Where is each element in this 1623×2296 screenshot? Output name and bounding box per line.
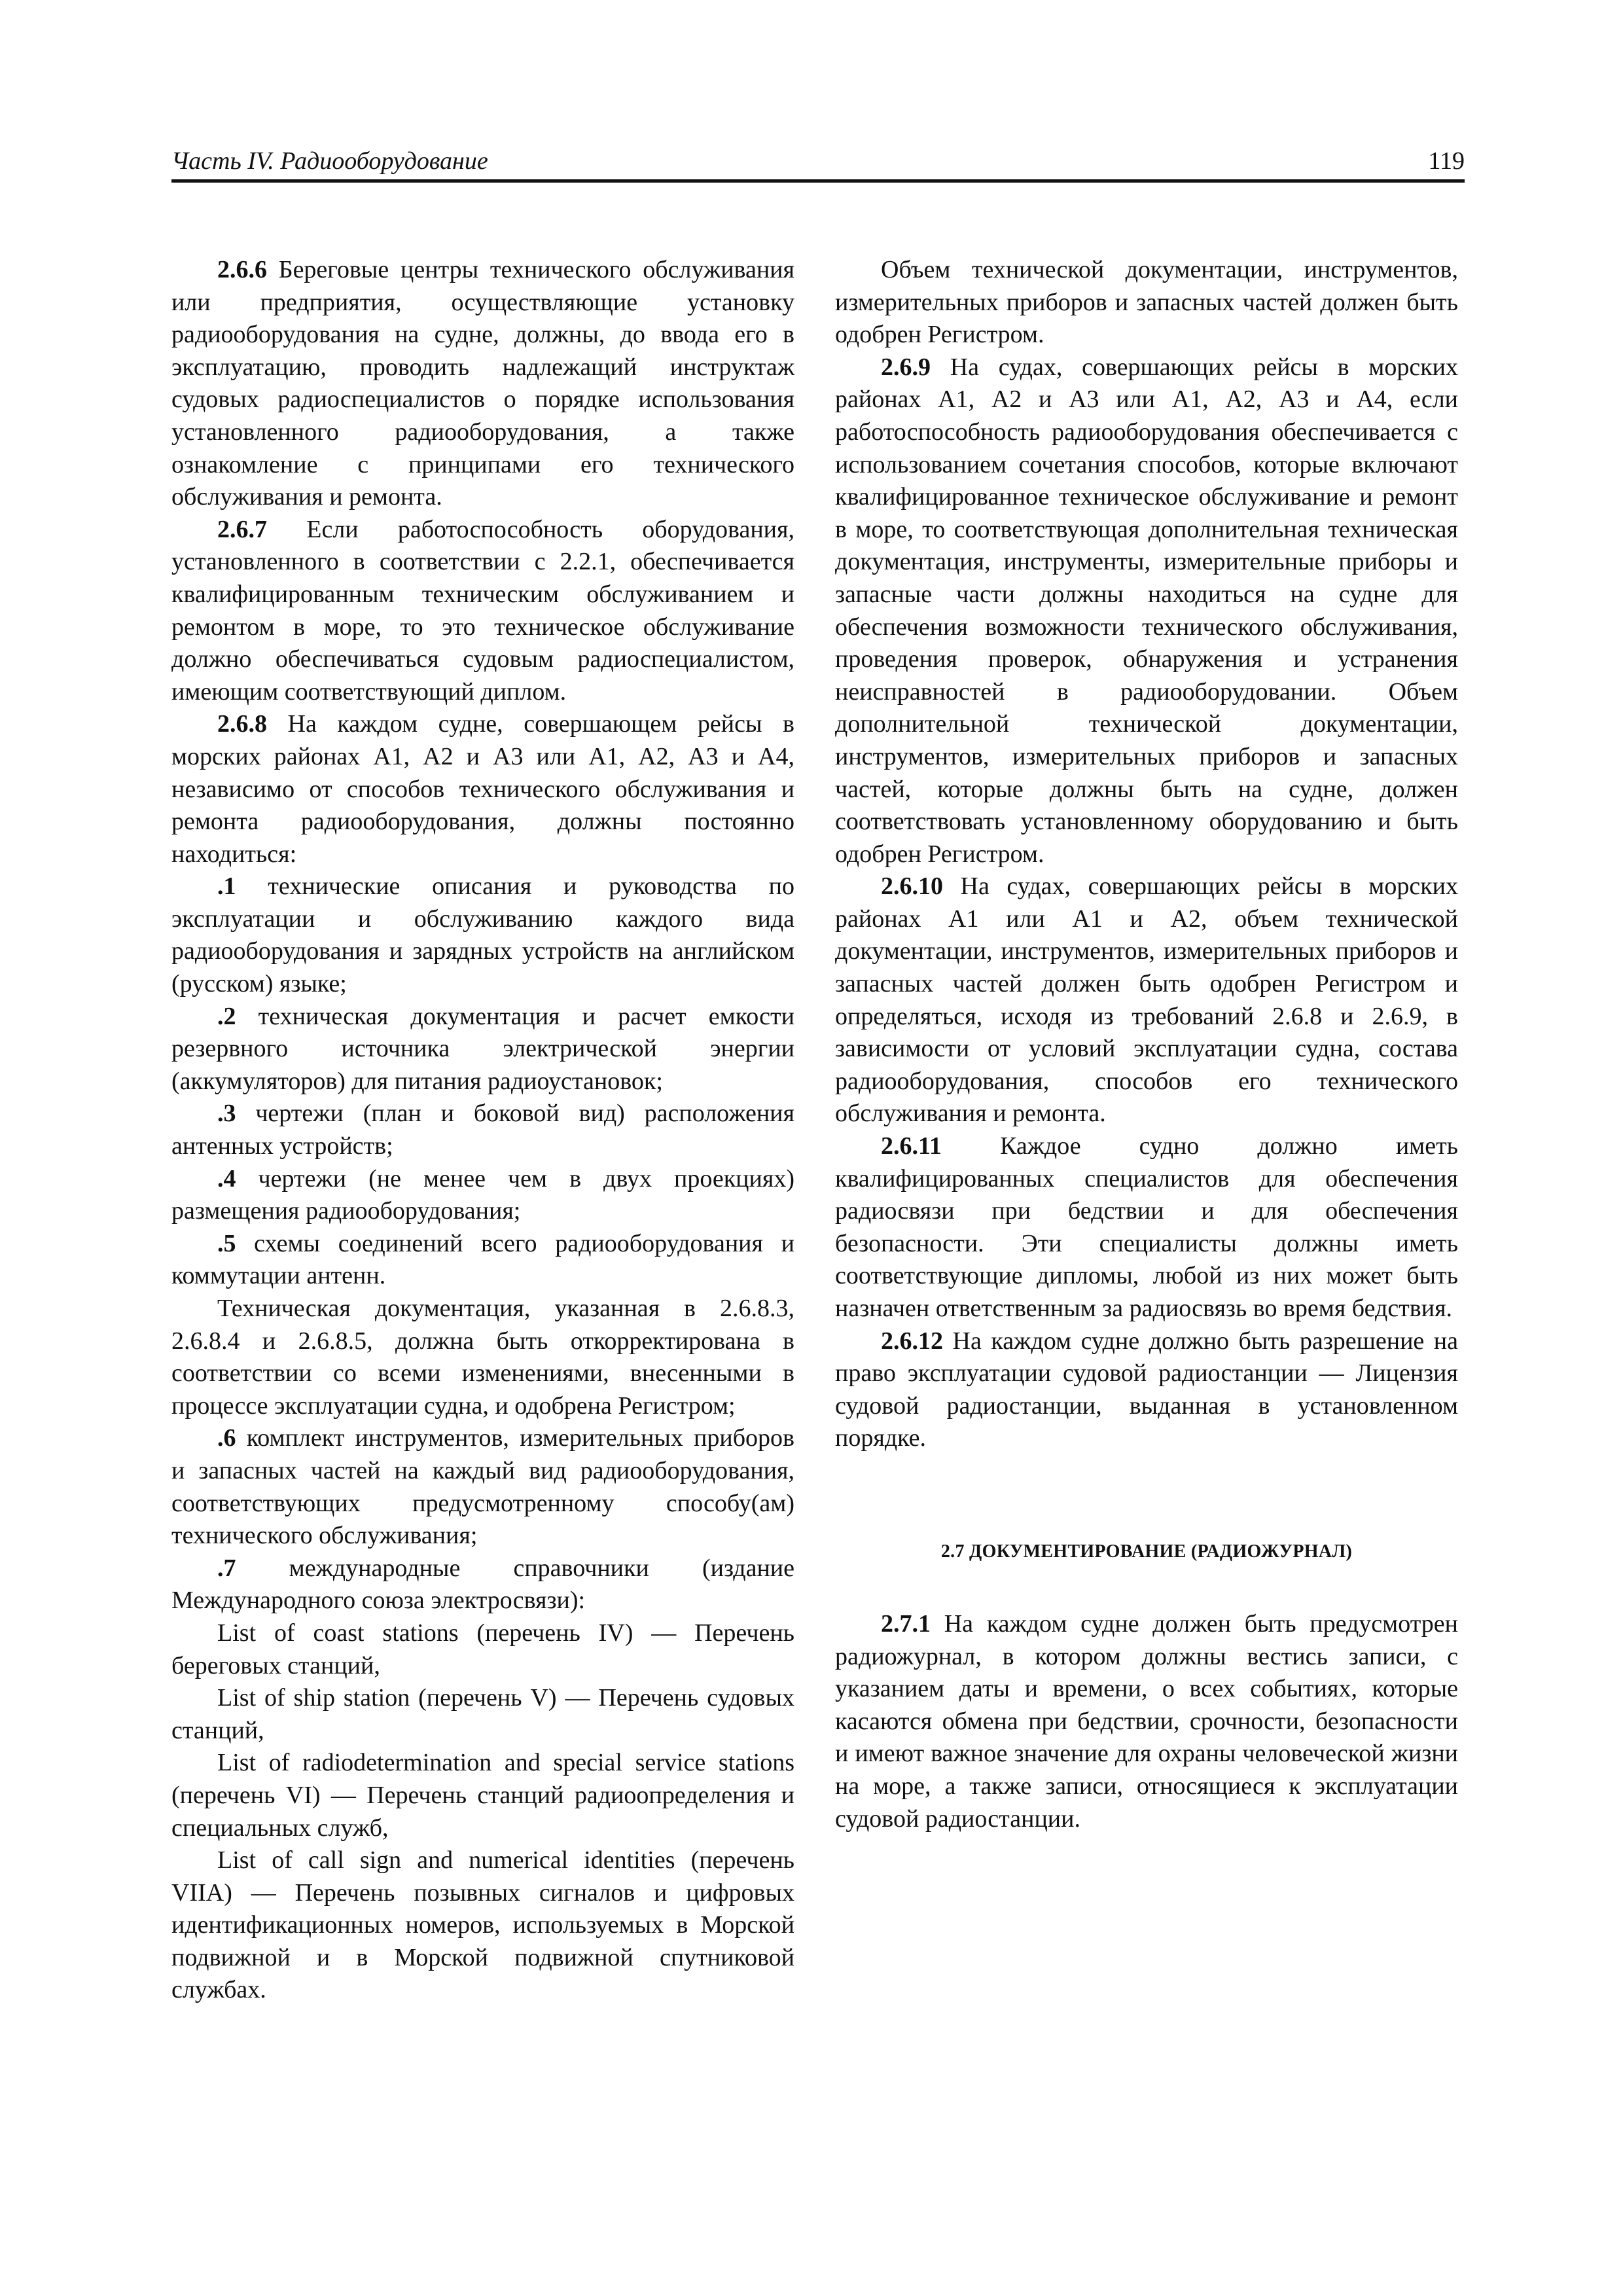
paragraph-text: Если работоспособность оборудования, установленного в соответствии с 2.2.1, обеспечивается квалифицированным техническим обслуживанием и ремонтом в море, то это техническое обслуживание должно обеспечиваться судовым радиоспециалистом, имеющим соответствующий диплом. bbox=[171, 515, 794, 706]
reference-entry bbox=[171, 1617, 794, 1682]
list-item bbox=[171, 1228, 794, 1293]
item-text: международные справочники (издание Международного союза электросвязи): bbox=[171, 1554, 794, 1615]
list-item bbox=[171, 1422, 794, 1552]
paragraph bbox=[171, 1293, 794, 1422]
item-number: .6 bbox=[217, 1424, 236, 1452]
item-text: технические описания и руководства по эксплуатации и обслуживанию каждого вида радиооборудования и зарядных устройств на английском (русском) языке; bbox=[171, 872, 794, 998]
list-item bbox=[171, 1163, 794, 1228]
reference-text: List of ship station (перечень V) — Перечень судовых станций, bbox=[171, 1684, 794, 1744]
paragraph bbox=[835, 1608, 1458, 1835]
running-header bbox=[171, 137, 1465, 183]
item-number: .5 bbox=[217, 1229, 236, 1257]
clause-number: 2.6.7 bbox=[217, 515, 267, 543]
item-number: .1 bbox=[217, 872, 236, 901]
paragraph-text: На каждом судне должен быть предусмотрен радиожурнал, в котором должны вестись записи, с указанием даты и времени, о всех событиях, которые касаются обмена при бедствии, срочности, безопасности и имеют важное значение для охраны человеческой жизни на море, а также записи, относящиеся к эксплуатации судовой радиостанции. bbox=[835, 1609, 1458, 1833]
paragraph bbox=[835, 254, 1458, 351]
running-header-title: Часть IV. Радиооборудование bbox=[171, 147, 488, 175]
item-number: .4 bbox=[217, 1164, 236, 1193]
paragraph-text: Береговые центры технического обслуживания или предприятия, осуществляющие установку радиооборудования на судне, должны, до ввода его в эксплуатацию, проводить надлежащий инструктаж судовых радиоспециалистов о порядке использования установленного радиооборудования, а также ознакомление с принципами его технического обслуживания и ремонта. bbox=[171, 256, 794, 511]
item-text: комплект инструментов, измерительных приборов и запасных частей на каждый вид радиооборудования, соответствующих предусмотренному способу(ам) технического обслуживания; bbox=[171, 1424, 794, 1550]
list-item bbox=[171, 870, 794, 1000]
clause-number: 2.6.6 bbox=[217, 256, 267, 283]
paragraph bbox=[835, 1130, 1458, 1325]
paragraph bbox=[171, 708, 794, 870]
paragraph bbox=[835, 870, 1458, 1130]
item-text: техническая документация и расчет емкости резервного источника электрической энергии (аккумуляторов) для питания радиоустановок; bbox=[171, 1002, 794, 1095]
paragraph-text: Каждое судно должно иметь квалифицированных специалистов для обеспечения радиосвязи при бедствии и для обеспечения безопасности. Эти специалисты должны иметь соответствующие дипломы, любой из них может быть назначен ответственным за радиосвязь во время бедствия. bbox=[835, 1132, 1458, 1322]
item-number: .7 bbox=[217, 1554, 236, 1582]
paragraph-text: Объем технической документации, инструментов, измерительных приборов и запасных частей должен быть одобрен Регистром. bbox=[835, 256, 1458, 349]
list-item bbox=[171, 1001, 794, 1098]
clause-number: 2.6.10 bbox=[881, 872, 943, 901]
paragraph bbox=[835, 1325, 1458, 1455]
list-item bbox=[171, 1552, 794, 1617]
item-text: схемы соединений всего радиооборудования и коммутации антенн. bbox=[171, 1229, 794, 1290]
item-text: чертежи (не менее чем в двух проекциях) размещения радиооборудования; bbox=[171, 1164, 794, 1225]
reference-entry bbox=[171, 1747, 794, 1844]
paragraph-text: На каждом судне должно быть разрешение на право эксплуатации судовой радиостанции — Лицензия судовой радиостанции, выданная в установленном порядке. bbox=[835, 1327, 1458, 1452]
left-column bbox=[171, 254, 794, 2007]
clause-number: 2.7.1 bbox=[881, 1609, 931, 1638]
paragraph bbox=[171, 514, 794, 709]
list-item bbox=[171, 1098, 794, 1162]
reference-text: List of radiodetermination and special service stations (перечень VI) — Перечень станций радиоопределения и специальных служб, bbox=[171, 1749, 794, 1842]
reference-entry bbox=[171, 1844, 794, 2007]
paragraph-text: Техническая документация, указанная в 2.6.8.3, 2.6.8.4 и 2.6.8.5, должна быть откорректирована в соответствии со всеми изменениями, внесенными в процессе эксплуатации судна, и одобрена Регистром; bbox=[171, 1295, 794, 1420]
reference-entry bbox=[171, 1682, 794, 1747]
clause-number: 2.6.12 bbox=[881, 1327, 943, 1355]
clause-number: 2.6.8 bbox=[217, 710, 267, 738]
paragraph bbox=[171, 254, 794, 514]
paragraph-text: На судах, совершающих рейсы в морских районах А1 или А1 и А2, объем технической документации, инструментов, измерительных приборов и запасных частей должен быть одобрен Регистром и определяться, исходя из требований 2.6.8 и 2.6.9, в зависимости от условий эксплуатации судна, состава радиооборудования, способов его технического обслуживания и ремонта. bbox=[835, 872, 1458, 1128]
reference-text: List of coast stations (перечень IV) — Перечень береговых станций, bbox=[171, 1619, 794, 1679]
reference-text: List of call sign and numerical identities (перечень VIIA) — Перечень позывных сигналов и цифровых идентификационных номеров, используемых в Морской подвижной и в Морской подвижной спутниковой службах. bbox=[171, 1846, 794, 2004]
paragraph-text: На судах, совершающих рейсы в морских районах А1, А2 и А3 или А1, А2, А3 и А4, если работоспособность радиооборудования обеспечивается с использованием сочетания способов, которые включают квалифицированное техническое обслуживание и ремонт в море, то соответствующая дополнительная техническая документация, инструменты, измерительные приборы и запасные части должны находиться на судне для обеспечения возможности технического обслуживания, проведения проверок, обнаружения и устранения неисправностей в радиооборудовании. Объем дополнительной технической документации, инструментов, измерительных приборов и запасных частей, которые должны быть на судне, должен соответствовать установленному оборудованию и быть одобрен Регистром. bbox=[835, 353, 1458, 868]
item-number: .3 bbox=[217, 1100, 236, 1128]
clause-number: 2.6.9 bbox=[881, 353, 931, 381]
page-number: 119 bbox=[1428, 147, 1465, 175]
item-text: чертежи (план и боковой вид) расположения антенных устройств; bbox=[171, 1100, 794, 1160]
section-heading: 2.7 ДОКУМЕНТИРОВАНИЕ (РАДИОЖУРНАЛ) bbox=[940, 1541, 1353, 1562]
right-column bbox=[835, 254, 1458, 1835]
paragraph-text: На каждом судне, совершающем рейсы в морских районах А1, А2 и А3 или А1, А2, А3 и А4, независимо от способов технического обслуживания и ремонта радиооборудования, должны постоянно находиться: bbox=[171, 710, 794, 868]
paragraph bbox=[835, 351, 1458, 871]
clause-number: 2.6.11 bbox=[881, 1132, 942, 1160]
item-number: .2 bbox=[217, 1002, 236, 1030]
